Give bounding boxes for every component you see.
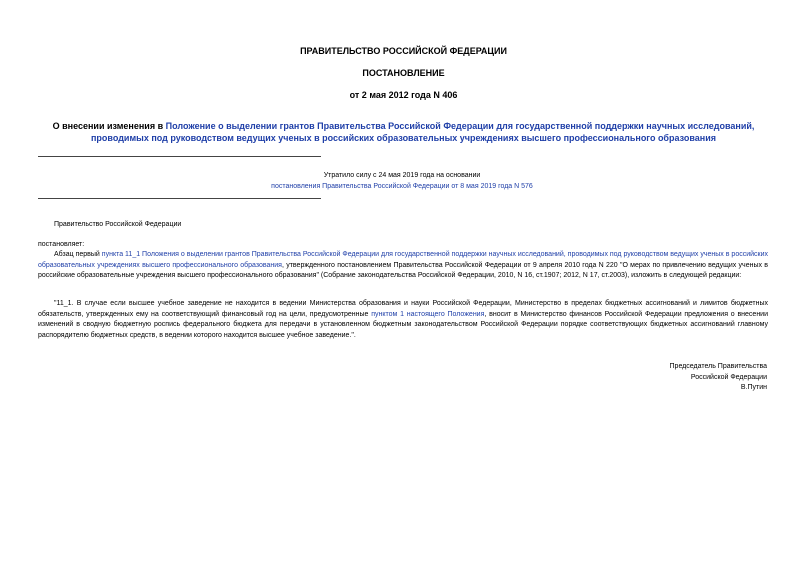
signature-block xyxy=(670,362,767,394)
p2-ending: , вносит в Министерство финансов Российской Федерации предложения о внесении изменений в сводную бюджетную роспись федерального бюджета для передачи в установленном бюджетным законодательством Российской Федерации порядке соответствующих бюджетных ассигнований главному распорядителю бюджетных средств, в ведении которого находится высшее учебное заведение.". xyxy=(38,310,769,339)
p2-intro: "11_1. В случае если высшее учебное заведение не находится в ведении Министерства образования и науки Российской Федерации, Министерство в пределах бюджетных ассигнований и лимитов бюджетных обязательств, утвержденных ему на соответствующий финансовый год на цели, предусмотренные xyxy=(38,300,768,318)
p1-ending: (Собрание законодательства Российской Федерации, 2010, N 16, ст.1907; 2012, N 17, ст.2003), изложить в следующей редакции: xyxy=(318,272,742,279)
status-repeal-link[interactable]: постановления Правительства Российской Федерации от 8 мая 2019 года N 576 xyxy=(271,183,533,190)
p1-intro: Абзац первый xyxy=(54,251,102,258)
signature-title: Председатель Правительства xyxy=(669,363,767,370)
p2-clause-link[interactable]: пунктом 1 настоящего Положения xyxy=(371,310,485,318)
divider-bottom xyxy=(38,198,321,199)
document-date: от 2 мая 2012 года N 406 xyxy=(349,90,458,100)
title-prefix: О внесении изменения в xyxy=(52,121,166,131)
p1-clause-link[interactable]: пункта 11_1 Положения о выделении грантов Правительства Российской Федерации для государственной поддержки научных исследований, проводимых под руководством ведущих ученых в российских образовательных учреждениях высшего профессионального образования xyxy=(38,251,768,269)
status-note xyxy=(252,170,552,192)
resolves-label: постановляет: xyxy=(38,241,85,248)
government-label: Правительство Российской Федерации xyxy=(54,221,182,228)
status-line: Утратило силу с 24 мая 2019 года на основании xyxy=(323,172,481,179)
paragraph-new-text xyxy=(38,299,768,341)
p1-middle: , утвержденного постановлением Правительства Российской Федерации от 9 апреля 2010 года N 220 "О мерах по привлечению ведущих ученых в российские образовательные учреждения высшего профессионального образования" xyxy=(38,261,768,279)
document-title xyxy=(36,120,771,144)
signature-org: Российской Федерации xyxy=(690,373,767,381)
paragraph-amendment xyxy=(38,250,768,282)
divider-top xyxy=(38,156,321,157)
issuing-authority: ПРАВИТЕЛЬСТВО РОССИЙСКОЙ ФЕДЕРАЦИИ xyxy=(300,46,507,56)
document-type: ПОСТАНОВЛЕНИЕ xyxy=(362,68,445,78)
signature-name: В.Путин xyxy=(740,384,767,391)
title-regulation-link[interactable]: Положение о выделении грантов Правительства Российской Федерации для государственной поддержки научных исследований, проводимых под руководством ведущих ученых в российских образовательных учреждениях высшего профессионального образования xyxy=(91,121,755,143)
